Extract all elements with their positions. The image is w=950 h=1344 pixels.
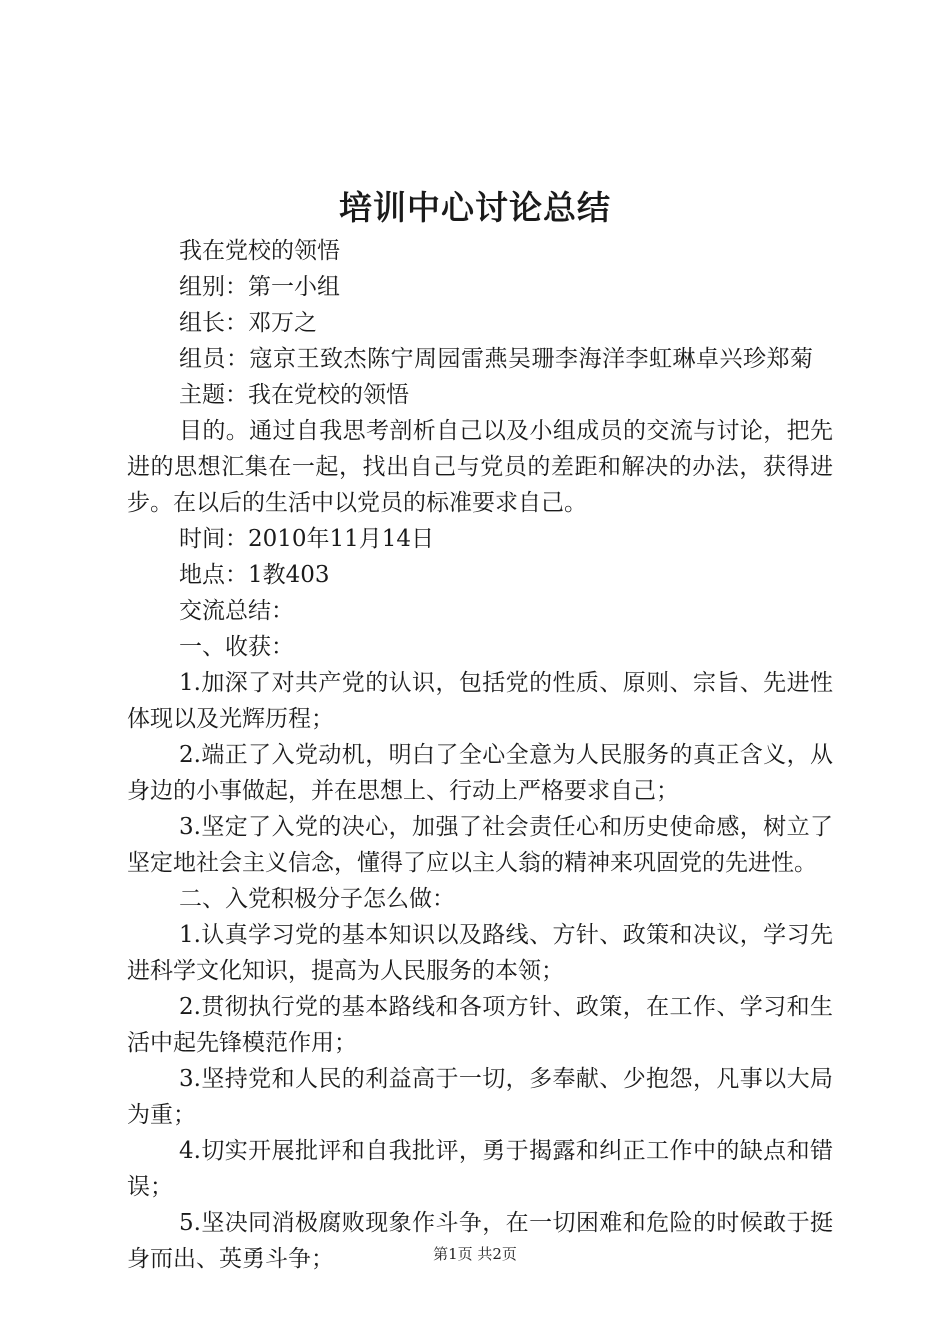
paragraph: 交流总结： <box>179 598 294 624</box>
paragraph: 地点：1教403 <box>179 562 330 588</box>
document-title: 培训中心讨论总结 <box>339 188 611 227</box>
paragraph: 组长：邓万之 <box>179 310 317 336</box>
paragraph: 3.坚定了入党的决心，加强了社会责任心和历史使命感，树立了坚定地社会主义信念，懂得了应以主人翁的精神来巩固党的先进性。 <box>127 814 833 876</box>
paragraph: 目的。通过自我思考剖析自己以及小组成员的交流与讨论，把先进的思想汇集在一起，找出自己与党员的差距和解决的办法，获得进步。在以后的生活中以党员的标准要求自己。 <box>127 418 833 516</box>
paragraph: 二、入党积极分子怎么做： <box>179 886 455 912</box>
paragraph: 我在党校的领悟 <box>179 238 340 264</box>
paragraph: 组别：第一小组 <box>179 274 340 300</box>
paragraph: 时间：2010年11月14日 <box>179 526 435 552</box>
paragraph: 3.坚持党和人民的利益高于一切，多奉献、少抱怨，凡事以大局为重； <box>127 1066 833 1128</box>
paragraph: 1.加深了对共产党的认识，包括党的性质、原则、宗旨、先进性体现以及光辉历程； <box>127 670 833 732</box>
paragraph: 4.切实开展批评和自我批评，勇于揭露和纠正工作中的缺点和错误； <box>127 1138 833 1200</box>
paragraph: 2.端正了入党动机，明白了全心全意为人民服务的真正含义，从身边的小事做起，并在思想上、行动上严格要求自己； <box>127 742 833 804</box>
paragraph: 2.贯彻执行党的基本路线和各项方针、政策，在工作、学习和生活中起先锋模范作用； <box>127 994 833 1056</box>
document-body <box>127 233 833 1277</box>
paragraph: 组员：寇京王致杰陈宁周园雷燕吴珊李海洋李虹琳卓兴珍郑菊 <box>179 346 814 372</box>
page-footer: 第1页 共2页 <box>433 1245 517 1263</box>
paragraph: 一、收获： <box>179 634 294 660</box>
paragraph: 主题：我在党校的领悟 <box>179 382 409 408</box>
paragraph: 1.认真学习党的基本知识以及路线、方针、政策和决议，学习先进科学文化知识，提高为人民服务的本领； <box>127 922 833 984</box>
paragraph: 5.坚决同消极腐败现象作斗争，在一切困难和危险的时候敢于挺身而出、英勇斗争； <box>127 1210 833 1272</box>
